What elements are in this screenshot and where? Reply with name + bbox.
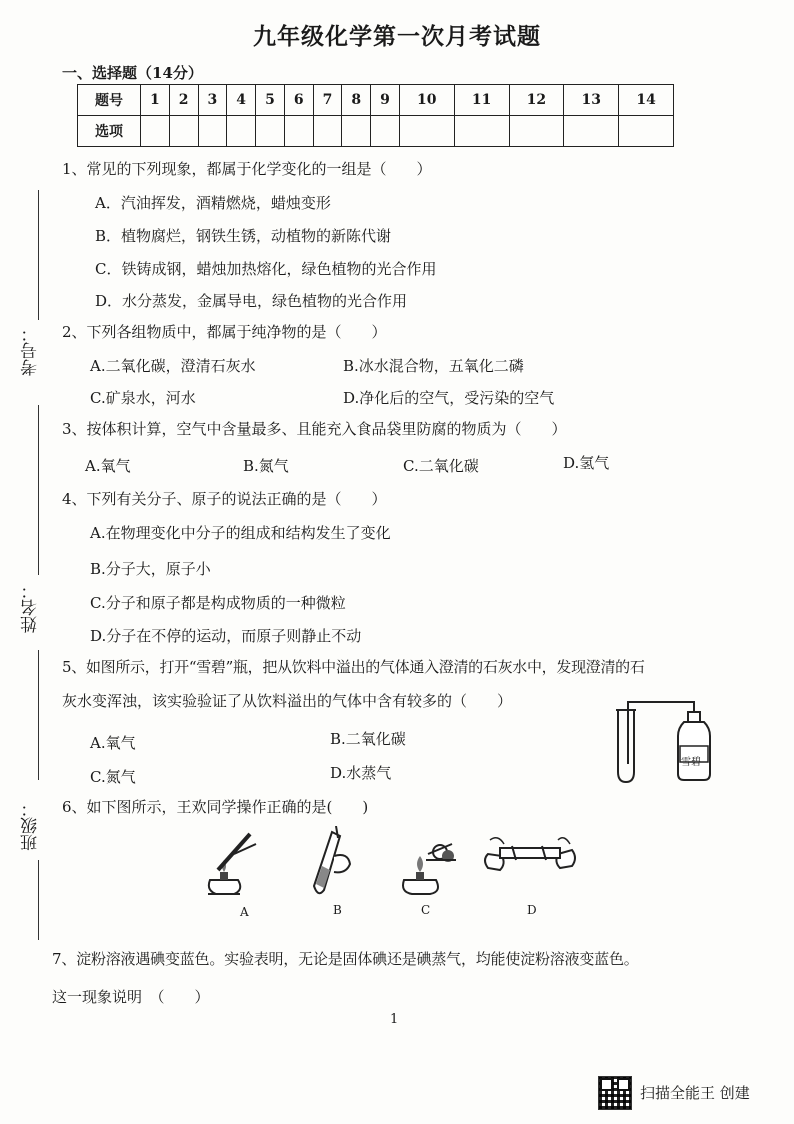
table-number: 2 (169, 85, 198, 116)
answer-cell[interactable] (509, 116, 564, 147)
answer-cell[interactable] (198, 116, 227, 147)
q6-label-b: B (333, 903, 342, 917)
q2-option-a: A.二氧化碳，澄清石灰水 (90, 357, 256, 375)
question-1-stem: 1、常见的下列现象，都属于化学变化的一组是（ ） (62, 160, 432, 178)
q3-option-b: B.氮气 (243, 457, 289, 475)
answer-cell[interactable] (564, 116, 619, 147)
answer-cell[interactable] (284, 116, 313, 147)
table-number: 11 (454, 85, 509, 116)
q4-option-a: A.在物理变化中分子的组成和结构发生了变化 (90, 524, 391, 542)
q6-label-a: A (240, 905, 249, 919)
table-number: 1 (141, 85, 170, 116)
q4-option-d: D.分子在不停的运动，而原子则静止不动 (90, 627, 362, 645)
question-5-stem-2: 灰水变浑浊，该实验验证了从饮料溢出的气体中含有较多的（ ） (62, 692, 513, 710)
lab-operation-d-icon (478, 830, 582, 874)
name-label: 姓名： (21, 582, 41, 633)
page-title: 九年级化学第一次月考试题 (253, 23, 541, 50)
q3-option-a: A.氧气 (85, 457, 131, 475)
bottle-label: 雪碧 (681, 757, 701, 768)
table-number: 7 (313, 85, 342, 116)
answer-cell[interactable] (141, 116, 170, 147)
answer-cell[interactable] (256, 116, 285, 147)
binding-line (38, 405, 39, 575)
table-number: 9 (371, 85, 400, 116)
answer-cell[interactable] (399, 116, 454, 147)
question-3-stem: 3、按体积计算，空气中含量最多、且能充入食品袋里防腐的物质为（ ） (62, 420, 567, 438)
answer-cell[interactable] (342, 116, 371, 147)
answer-table (77, 84, 674, 147)
answer-cell[interactable] (454, 116, 509, 147)
question-2-stem: 2、下列各组物质中，都属于纯净物的是（ ） (62, 323, 387, 341)
sprite-bottle-apparatus (612, 694, 716, 786)
question-7-stem-1: 7、淀粉溶液遇碘变蓝色。实验表明，无论是固体碘还是碘蒸气，均能使淀粉溶液变蓝色。 (52, 950, 639, 968)
q6-label-d: D (527, 903, 537, 917)
answer-cell[interactable] (169, 116, 198, 147)
question-4-stem: 4、下列有关分子、原子的说法正确的是（ ） (62, 490, 387, 508)
table-number: 10 (399, 85, 454, 116)
answer-cell[interactable] (619, 116, 674, 147)
scanner-watermark: 扫描全能王 创建 (640, 1084, 750, 1102)
class-label: 班级： (21, 800, 41, 851)
q4-option-b: B.分子大，原子小 (90, 560, 211, 578)
page-number: 1 (390, 1012, 399, 1027)
table-number: 6 (284, 85, 313, 116)
question-6-stem: 6、如下图所示，王欢同学操作正确的是( ) (62, 798, 369, 816)
table-number: 13 (564, 85, 619, 116)
q1-option-b: B．植物腐烂，钢铁生锈，动植物的新陈代谢 (95, 227, 392, 245)
answer-cell[interactable] (313, 116, 342, 147)
q6-label-c: C (421, 903, 431, 917)
q3-option-d: D.氢气 (563, 454, 610, 472)
table-number: 8 (342, 85, 371, 116)
q1-option-d: D．水分蒸发，金属导电，绿色植物的光合作用 (95, 292, 408, 310)
table-number: 4 (227, 85, 256, 116)
q1-option-a: A．汽油挥发，酒精燃烧，蜡烛变形 (95, 194, 331, 212)
section-heading: 一、选择题（14分） (62, 64, 203, 82)
q5-option-b: B.二氧化碳 (330, 730, 406, 748)
q2-option-b: B.冰水混合物，五氧化二磷 (343, 357, 524, 375)
lab-operation-a-icon (200, 828, 260, 900)
q2-option-c: C.矿泉水，河水 (90, 389, 196, 407)
lab-operation-b-icon (300, 826, 360, 900)
q5-option-a: A.氧气 (90, 734, 136, 752)
q1-option-c: C．铁铸成钢，蜡烛加热熔化，绿色植物的光合作用 (95, 260, 437, 278)
answer-cell[interactable] (227, 116, 256, 147)
table-label-question: 题号 (78, 85, 141, 116)
q3-option-c: C.二氧化碳 (403, 457, 479, 475)
binding-line (38, 860, 39, 940)
table-number: 3 (198, 85, 227, 116)
table-row (78, 116, 674, 147)
binding-line (38, 190, 39, 320)
lab-operation-c-icon (400, 830, 464, 900)
binding-line (38, 650, 39, 780)
exam-number-label: 考号： (21, 325, 41, 376)
qr-code-icon (598, 1076, 632, 1110)
q5-option-c: C.氮气 (90, 768, 136, 786)
table-row (78, 85, 674, 116)
table-label-answer: 选项 (78, 116, 141, 147)
q5-option-d: D.水蒸气 (330, 764, 392, 782)
question-7-stem-2: 这一现象说明 （ ） (52, 988, 210, 1006)
question-5-stem-1: 5、如图所示，打开“雪碧”瓶，把从饮料中溢出的气体通入澄清的石灰水中，发现澄清的石 (62, 658, 645, 676)
table-number: 5 (256, 85, 285, 116)
answer-cell[interactable] (371, 116, 400, 147)
table-number: 12 (509, 85, 564, 116)
table-number: 14 (619, 85, 674, 116)
q4-option-c: C.分子和原子都是构成物质的一种微粒 (90, 594, 346, 612)
q2-option-d: D.净化后的空气，受污染的空气 (343, 389, 555, 407)
